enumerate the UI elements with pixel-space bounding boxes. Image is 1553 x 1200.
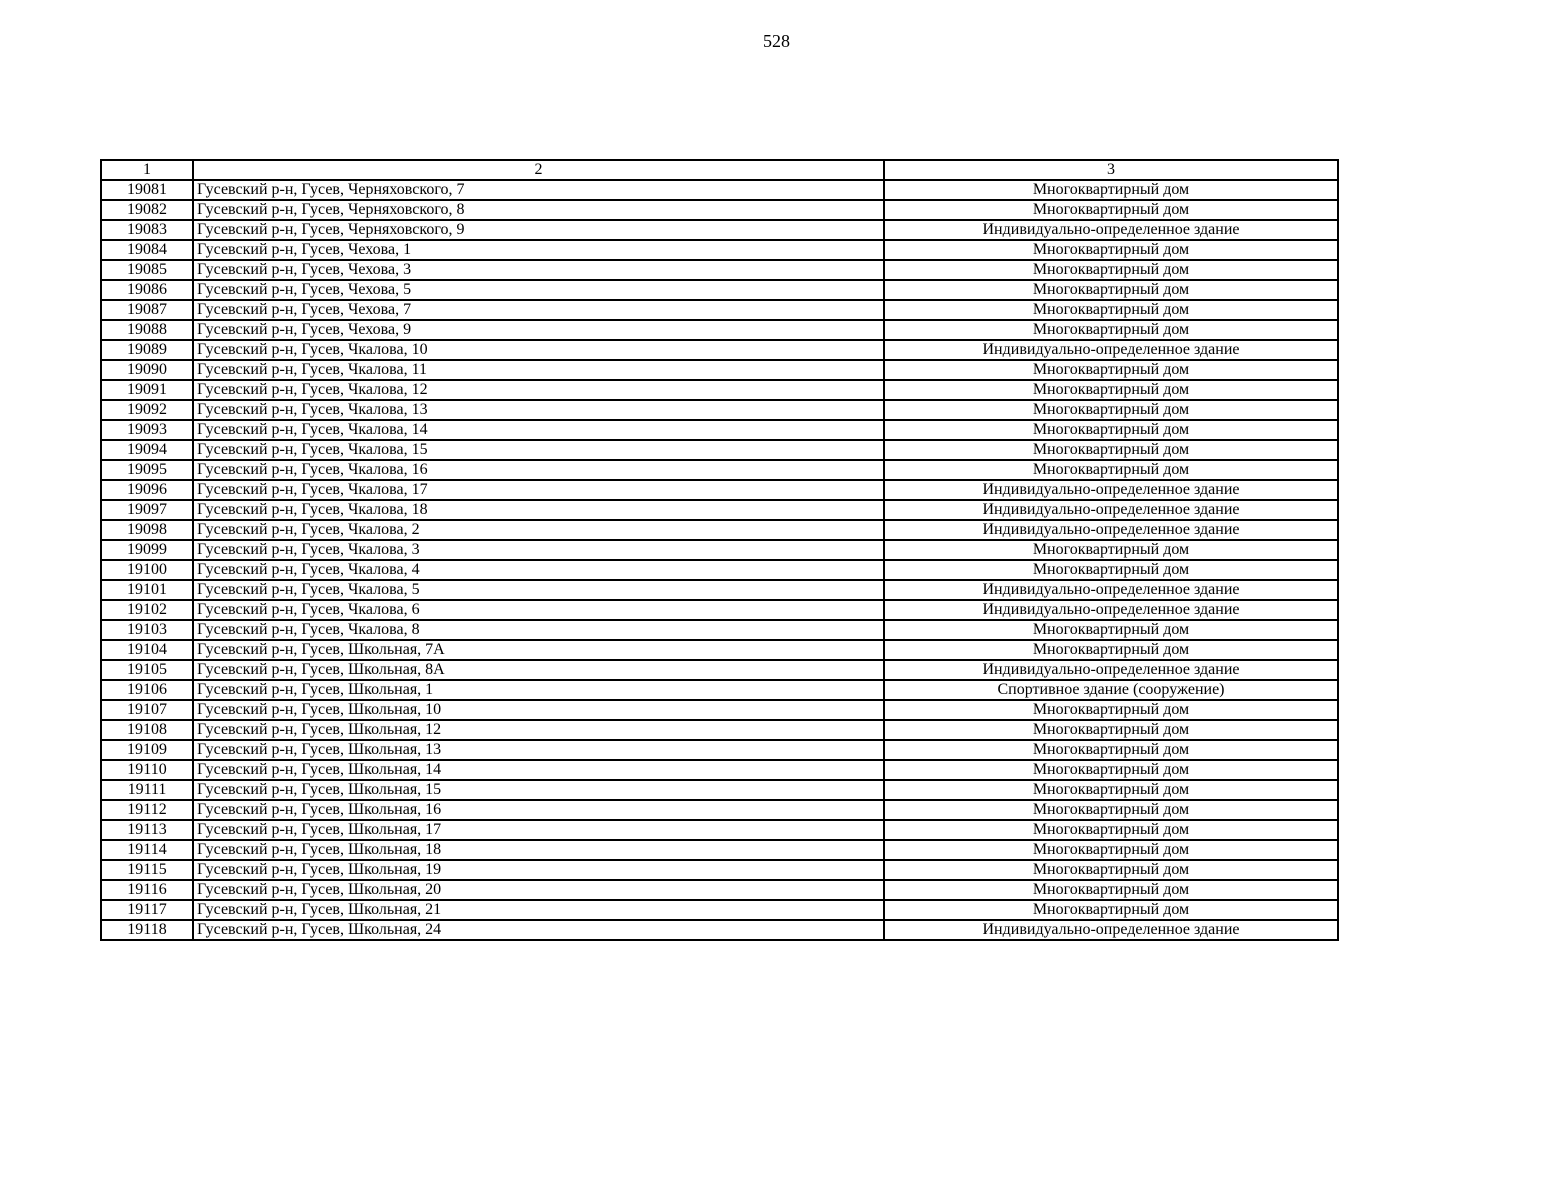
table-row [101, 540, 1338, 560]
registry-table-body [101, 160, 1338, 940]
column-header-3: 3 [884, 160, 1338, 180]
address-cell: Гусевский р-н, Гусев, Чкалова, 13 [193, 400, 884, 420]
table-row [101, 700, 1338, 720]
building-type-cell: Многоквартирный дом [884, 860, 1338, 880]
registry-table [100, 159, 1339, 941]
address-cell: Гусевский р-н, Гусев, Школьная, 24 [193, 920, 884, 940]
building-type-cell: Многоквартирный дом [884, 840, 1338, 860]
row-number: 19108 [101, 720, 193, 740]
address-cell: Гусевский р-н, Гусев, Чехова, 9 [193, 320, 884, 340]
table-row [101, 760, 1338, 780]
address-cell: Гусевский р-н, Гусев, Чкалова, 18 [193, 500, 884, 520]
table-row [101, 860, 1338, 880]
building-type-cell: Многоквартирный дом [884, 200, 1338, 220]
row-number: 19094 [101, 440, 193, 460]
address-cell: Гусевский р-н, Гусев, Чкалова, 6 [193, 600, 884, 620]
address-cell: Гусевский р-н, Гусев, Чкалова, 11 [193, 360, 884, 380]
building-type-cell: Многоквартирный дом [884, 300, 1338, 320]
row-number: 19090 [101, 360, 193, 380]
table-row [101, 880, 1338, 900]
address-cell: Гусевский р-н, Гусев, Школьная, 17 [193, 820, 884, 840]
building-type-cell: Многоквартирный дом [884, 400, 1338, 420]
address-cell: Гусевский р-н, Гусев, Черняховского, 9 [193, 220, 884, 240]
row-number: 19110 [101, 760, 193, 780]
address-cell: Гусевский р-н, Гусев, Чкалова, 8 [193, 620, 884, 640]
row-number: 19114 [101, 840, 193, 860]
building-type-cell: Индивидуально-определенное здание [884, 500, 1338, 520]
table-row [101, 400, 1338, 420]
building-type-cell: Многоквартирный дом [884, 560, 1338, 580]
table-row [101, 900, 1338, 920]
building-type-cell: Многоквартирный дом [884, 320, 1338, 340]
address-cell: Гусевский р-н, Гусев, Школьная, 21 [193, 900, 884, 920]
row-number: 19099 [101, 540, 193, 560]
row-number: 19107 [101, 700, 193, 720]
table-row [101, 300, 1338, 320]
table-row [101, 800, 1338, 820]
address-cell: Гусевский р-н, Гусев, Чкалова, 14 [193, 420, 884, 440]
address-cell: Гусевский р-н, Гусев, Школьная, 20 [193, 880, 884, 900]
column-header-2: 2 [193, 160, 884, 180]
address-cell: Гусевский р-н, Гусев, Чкалова, 16 [193, 460, 884, 480]
address-cell: Гусевский р-н, Гусев, Школьная, 1 [193, 680, 884, 700]
table-row [101, 680, 1338, 700]
table-row [101, 240, 1338, 260]
building-type-cell: Многоквартирный дом [884, 380, 1338, 400]
building-type-cell: Многоквартирный дом [884, 420, 1338, 440]
table-row [101, 740, 1338, 760]
table-row [101, 780, 1338, 800]
address-cell: Гусевский р-н, Гусев, Школьная, 18 [193, 840, 884, 860]
table-row [101, 460, 1338, 480]
address-cell: Гусевский р-н, Гусев, Школьная, 7А [193, 640, 884, 660]
row-number: 19116 [101, 880, 193, 900]
building-type-cell: Многоквартирный дом [884, 460, 1338, 480]
row-number: 19115 [101, 860, 193, 880]
table-row [101, 920, 1338, 940]
address-cell: Гусевский р-н, Гусев, Школьная, 16 [193, 800, 884, 820]
table-row [101, 380, 1338, 400]
building-type-cell: Многоквартирный дом [884, 280, 1338, 300]
address-cell: Гусевский р-н, Гусев, Чкалова, 12 [193, 380, 884, 400]
building-type-cell: Многоквартирный дом [884, 820, 1338, 840]
address-cell: Гусевский р-н, Гусев, Чехова, 7 [193, 300, 884, 320]
address-cell: Гусевский р-н, Гусев, Чкалова, 3 [193, 540, 884, 560]
address-cell: Гусевский р-н, Гусев, Черняховского, 7 [193, 180, 884, 200]
building-type-cell: Многоквартирный дом [884, 740, 1338, 760]
building-type-cell: Индивидуально-определенное здание [884, 920, 1338, 940]
building-type-cell: Индивидуально-определенное здание [884, 340, 1338, 360]
building-type-cell: Многоквартирный дом [884, 620, 1338, 640]
address-cell: Гусевский р-н, Гусев, Школьная, 19 [193, 860, 884, 880]
row-number: 19096 [101, 480, 193, 500]
address-cell: Гусевский р-н, Гусев, Школьная, 10 [193, 700, 884, 720]
table-row [101, 200, 1338, 220]
table-row [101, 600, 1338, 620]
row-number: 19111 [101, 780, 193, 800]
row-number: 19085 [101, 260, 193, 280]
building-type-cell: Многоквартирный дом [884, 700, 1338, 720]
address-cell: Гусевский р-н, Гусев, Чкалова, 10 [193, 340, 884, 360]
row-number: 19113 [101, 820, 193, 840]
building-type-cell: Многоквартирный дом [884, 720, 1338, 740]
building-type-cell: Индивидуально-определенное здание [884, 520, 1338, 540]
row-number: 19105 [101, 660, 193, 680]
building-type-cell: Многоквартирный дом [884, 640, 1338, 660]
address-cell: Гусевский р-н, Гусев, Школьная, 12 [193, 720, 884, 740]
table-row [101, 660, 1338, 680]
row-number: 19092 [101, 400, 193, 420]
row-number: 19109 [101, 740, 193, 760]
building-type-cell: Многоквартирный дом [884, 780, 1338, 800]
table-row [101, 520, 1338, 540]
table-row [101, 480, 1338, 500]
building-type-cell: Спортивное здание (сооружение) [884, 680, 1338, 700]
row-number: 19112 [101, 800, 193, 820]
table-row [101, 840, 1338, 860]
table-row [101, 340, 1338, 360]
table-row [101, 320, 1338, 340]
table-row [101, 220, 1338, 240]
building-type-cell: Индивидуально-определенное здание [884, 220, 1338, 240]
table-row [101, 580, 1338, 600]
building-type-cell: Многоквартирный дом [884, 260, 1338, 280]
address-cell: Гусевский р-н, Гусев, Школьная, 13 [193, 740, 884, 760]
row-number: 19083 [101, 220, 193, 240]
row-number: 19103 [101, 620, 193, 640]
table-row [101, 420, 1338, 440]
building-type-cell: Многоквартирный дом [884, 240, 1338, 260]
table-row [101, 440, 1338, 460]
row-number: 19097 [101, 500, 193, 520]
table-row [101, 720, 1338, 740]
address-cell: Гусевский р-н, Гусев, Чкалова, 5 [193, 580, 884, 600]
address-cell: Гусевский р-н, Гусев, Чехова, 1 [193, 240, 884, 260]
row-number: 19106 [101, 680, 193, 700]
table-row [101, 560, 1338, 580]
building-type-cell: Многоквартирный дом [884, 360, 1338, 380]
row-number: 19088 [101, 320, 193, 340]
table-row [101, 360, 1338, 380]
address-cell: Гусевский р-н, Гусев, Чкалова, 17 [193, 480, 884, 500]
address-cell: Гусевский р-н, Гусев, Школьная, 14 [193, 760, 884, 780]
table-row [101, 260, 1338, 280]
address-cell: Гусевский р-н, Гусев, Школьная, 15 [193, 780, 884, 800]
building-type-cell: Индивидуально-определенное здание [884, 660, 1338, 680]
row-number: 19089 [101, 340, 193, 360]
table-row [101, 180, 1338, 200]
table-row [101, 820, 1338, 840]
table-row [101, 500, 1338, 520]
building-type-cell: Многоквартирный дом [884, 800, 1338, 820]
building-type-cell: Многоквартирный дом [884, 900, 1338, 920]
table-header-row [101, 160, 1338, 180]
column-header-1: 1 [101, 160, 193, 180]
row-number: 19087 [101, 300, 193, 320]
row-number: 19101 [101, 580, 193, 600]
row-number: 19091 [101, 380, 193, 400]
row-number: 19081 [101, 180, 193, 200]
address-cell: Гусевский р-н, Гусев, Чкалова, 15 [193, 440, 884, 460]
table-row [101, 640, 1338, 660]
address-cell: Гусевский р-н, Гусев, Черняховского, 8 [193, 200, 884, 220]
row-number: 19118 [101, 920, 193, 940]
row-number: 19100 [101, 560, 193, 580]
row-number: 19093 [101, 420, 193, 440]
row-number: 19086 [101, 280, 193, 300]
building-type-cell: Многоквартирный дом [884, 880, 1338, 900]
table-row [101, 620, 1338, 640]
page-number: 528 [763, 31, 790, 51]
row-number: 19084 [101, 240, 193, 260]
address-cell: Гусевский р-н, Гусев, Чехова, 5 [193, 280, 884, 300]
row-number: 19095 [101, 460, 193, 480]
address-cell: Гусевский р-н, Гусев, Школьная, 8А [193, 660, 884, 680]
building-type-cell: Многоквартирный дом [884, 440, 1338, 460]
building-type-cell: Многоквартирный дом [884, 540, 1338, 560]
building-type-cell: Индивидуально-определенное здание [884, 600, 1338, 620]
address-cell: Гусевский р-н, Гусев, Чкалова, 4 [193, 560, 884, 580]
address-cell: Гусевский р-н, Гусев, Чкалова, 2 [193, 520, 884, 540]
building-type-cell: Многоквартирный дом [884, 760, 1338, 780]
row-number: 19082 [101, 200, 193, 220]
table-row [101, 280, 1338, 300]
building-type-cell: Многоквартирный дом [884, 180, 1338, 200]
building-type-cell: Индивидуально-определенное здание [884, 480, 1338, 500]
row-number: 19102 [101, 600, 193, 620]
row-number: 19117 [101, 900, 193, 920]
address-cell: Гусевский р-н, Гусев, Чехова, 3 [193, 260, 884, 280]
building-type-cell: Индивидуально-определенное здание [884, 580, 1338, 600]
row-number: 19098 [101, 520, 193, 540]
row-number: 19104 [101, 640, 193, 660]
